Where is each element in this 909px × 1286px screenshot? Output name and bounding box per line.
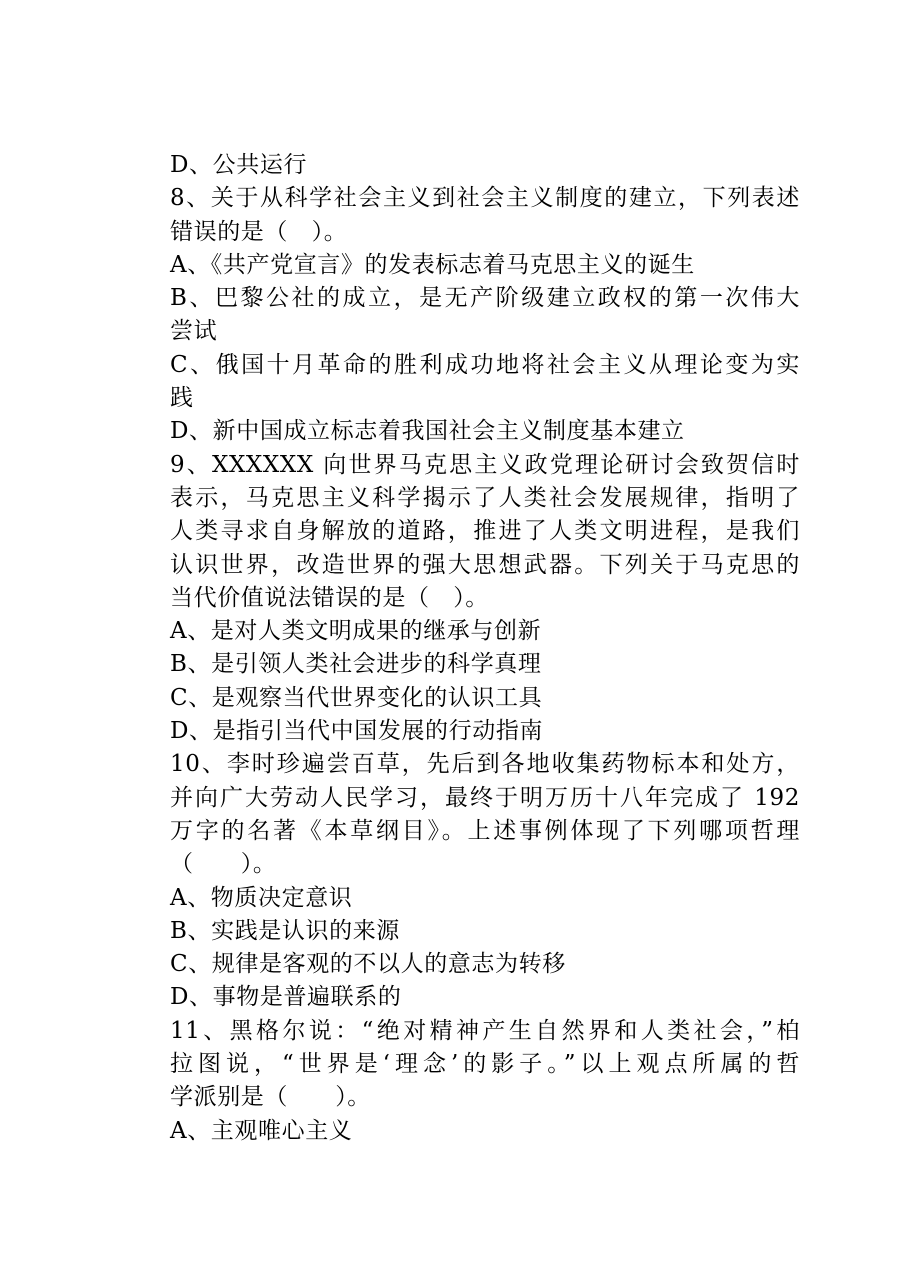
question-10-line: （ ）。	[170, 851, 277, 878]
question-9-line: 认识世界，改造世界的强大思想武器。下列关于马克思的	[170, 551, 800, 578]
document-page	[170, 149, 800, 1148]
question-9-line: 表示，马克思主义科学揭示了人类社会发展规律，指明了	[170, 484, 800, 511]
option-line: 尝试	[170, 318, 218, 345]
option-line: A、《共产党宣言》的发表标志着马克思主义的诞生	[170, 251, 695, 278]
question-11-line: 11、黑格尔说：“绝对精神产生自然界和人类社会，”柏	[170, 1017, 800, 1044]
option-line: D、是指引当代中国发展的行动指南	[170, 718, 544, 745]
question-9-line: 当代价值说法错误的是（ ）。	[170, 584, 489, 611]
question-9-line: 9、XXXXXX 向世界马克思主义政党理论研讨会致贺信时	[170, 451, 800, 478]
option-line: A、主观唯心主义	[170, 1117, 353, 1144]
option-line: 践	[170, 385, 194, 412]
option-line: C、俄国十月革命的胜利成功地将社会主义从理论变为实	[170, 351, 800, 378]
option-line: D、公共运行	[170, 152, 308, 178]
question-10-line: 万字的名著《本草纲目》。上述事例体现了下列哪项哲理	[170, 817, 800, 844]
option-line: C、是观察当代世界变化的认识工具	[170, 684, 543, 711]
option-line: A、是对人类文明成果的继承与创新	[170, 618, 542, 645]
option-line: B、实践是认识的来源	[170, 917, 400, 944]
question-10-line: 并向广大劳动人民学习，最终于明万历十八年完成了 192	[170, 784, 800, 811]
option-line: B、巴黎公社的成立，是无产阶级建立政权的第一次伟大	[170, 285, 800, 312]
question-10-line: 10、李时珍遍尝百草，先后到各地收集药物标本和处方，	[170, 751, 800, 778]
option-line: D、新中国成立标志着我国社会主义制度基本建立	[170, 418, 685, 445]
question-8-line: 8、关于从科学社会主义到社会主义制度的建立，下列表述	[170, 185, 800, 212]
option-line: D、事物是普遍联系的	[170, 984, 402, 1011]
question-11-line: 学派别是（ ）。	[170, 1084, 371, 1111]
question-8-line: 错误的是（ ）。	[170, 218, 348, 245]
question-11-line: 拉图说，“世界是‘理念’的影子。”以上观点所属的哲	[170, 1051, 800, 1078]
option-line: B、是引领人类社会进步的科学真理	[170, 651, 542, 678]
option-line: C、规律是客观的不以人的意志为转移	[170, 951, 566, 978]
option-line: A、物质决定意识	[170, 884, 353, 911]
question-9-line: 人类寻求自身解放的道路，推进了人类文明进程，是我们	[170, 518, 800, 545]
